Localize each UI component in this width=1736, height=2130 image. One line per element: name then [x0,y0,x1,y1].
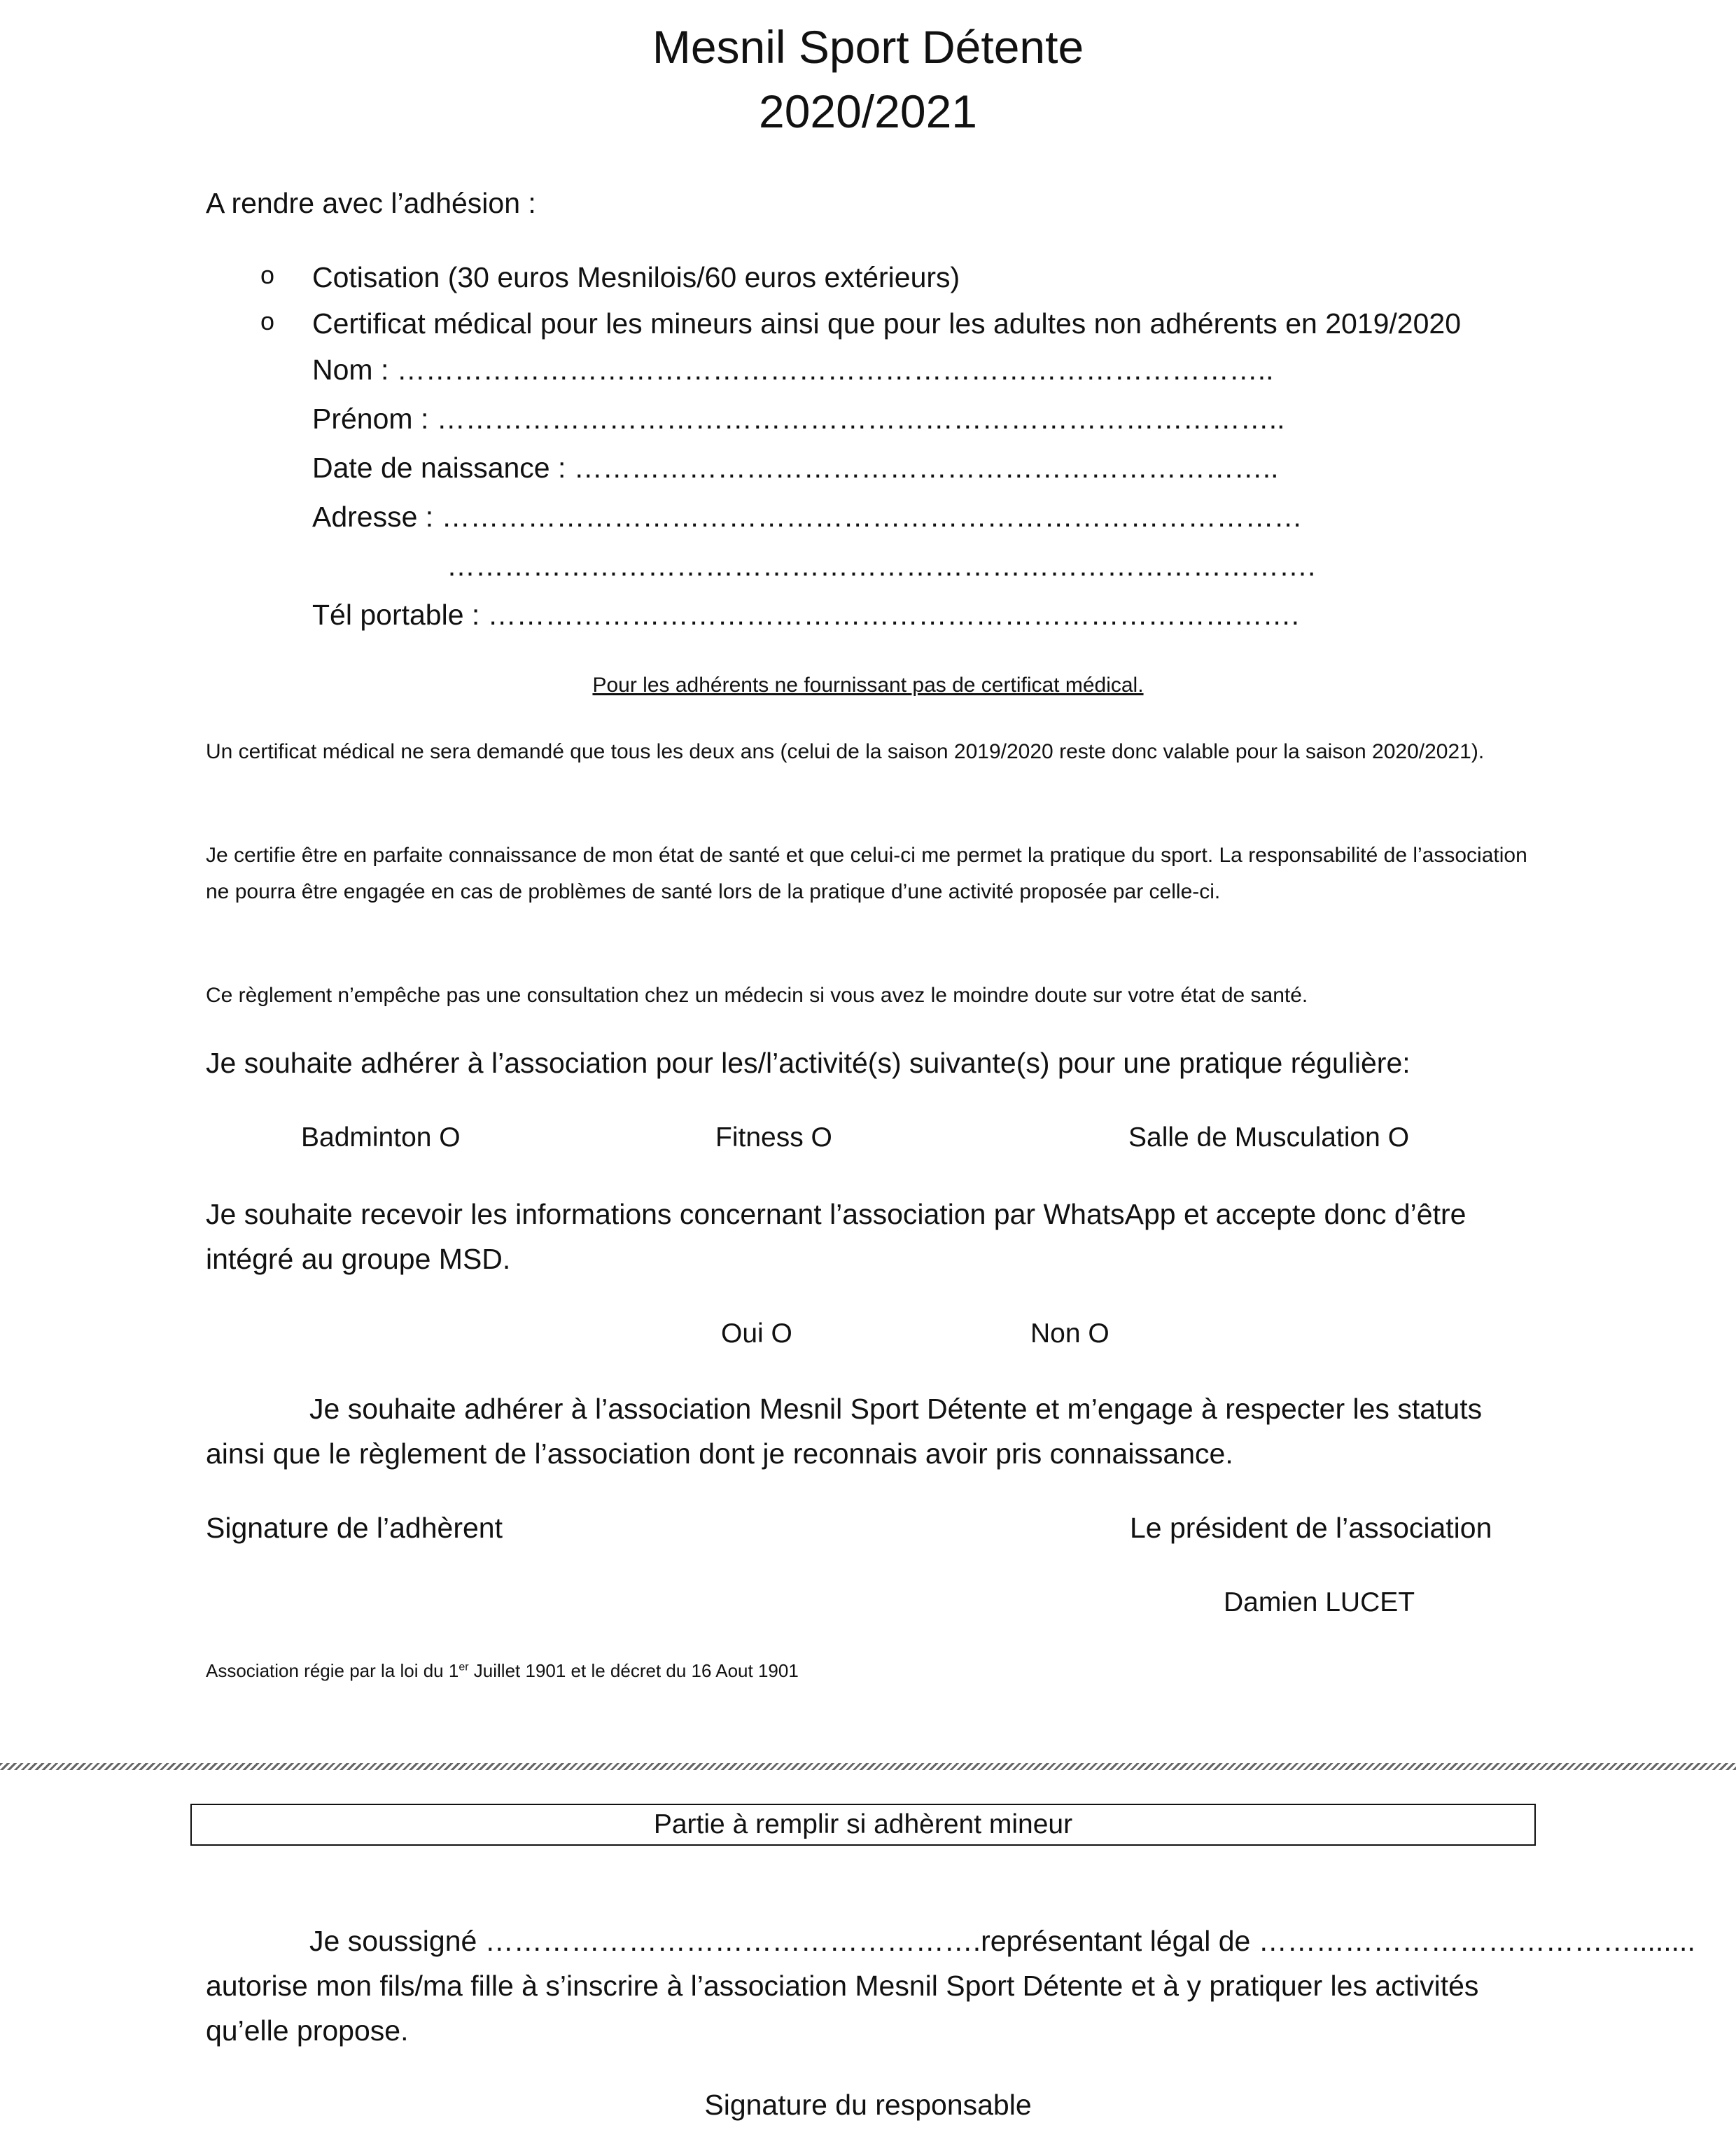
field-nom[interactable]: Nom : ……………………………………………………………………………….. [312,354,1274,386]
season: 2020/2021 [759,85,977,137]
minor-section-box: Partie à remplir si adhèrent mineur [190,1804,1536,1846]
minor-line2: autorise mon fils/ma fille à s’inscrire à l’association Mesnil Sport Détente et à y pratiquer les activités [206,1970,1479,2002]
bullet-icon: o [260,307,275,335]
activities-prompt: Je souhaite adhérer à l’association pour les/l’activité(s) suivante(s) pour une pratique régulière: [206,1047,1410,1079]
whatsapp-text: Je souhaite recevoir les informations concernant l’association par WhatsApp et accepte donc d’être intégré au groupe MSD. [206,1198,1466,1275]
president-title: Le président de l’association [1130,1512,1492,1544]
field-date-naissance[interactable]: Date de naissance : ……………………………………………………………….. [312,452,1279,484]
member-signature-label: Signature de l’adhèrent [206,1512,503,1544]
page-title: Mesnil Sport Détente [652,21,1084,73]
field-adresse[interactable]: Adresse : ……………………………………………………………………………… [312,501,1303,533]
option-badminton[interactable]: Badminton O [301,1122,461,1153]
cut-line [0,1763,1736,1770]
bullet-icon: o [260,260,275,289]
option-fitness[interactable]: Fitness O [715,1122,832,1153]
minor-line3: qu’elle propose. [206,2014,409,2047]
president-name: Damien LUCET [1224,1587,1415,1617]
option-non[interactable]: Non O [1030,1318,1110,1349]
option-oui[interactable]: Oui O [721,1318,792,1349]
field-adresse-line2[interactable]: ………………………………………………………………………………. [447,550,1316,582]
intro-text: A rendre avec l’adhésion : [206,187,536,219]
field-prenom[interactable]: Prénom : …………………………………………………………………………….. [312,403,1285,435]
guardian-signature-label: Signature du responsable [704,2089,1032,2121]
certificate-heading: Pour les adhérents ne fournissant pas de certificat médical. [592,674,1144,697]
checklist-item: Cotisation (30 euros Mesnilois/60 euros extérieurs) [312,261,960,293]
rule-paragraph: Ce règlement n’empêche pas une consultation chez un médecin si vous avez le moindre doute sur votre état de santé. [206,984,1308,1007]
engagement-text: Je souhaite adhérer à l’association Mesnil Sport Détente et m’engage à respecter les statuts ainsi que le règlement de l’association dont je reconnais avoir pris connaissance. [206,1393,1483,1470]
checklist-item: Certificat médical pour les mineurs ainsi que pour les adultes non adhérents en 2019/2020 [312,307,1462,340]
option-musculation[interactable]: Salle de Musculation O [1128,1122,1410,1153]
minor-line1[interactable]: Je soussigné …………………………………………….représentant légal de …………………………………........ [309,1925,1695,1957]
certificate-paragraph: Un certificat médical ne sera demandé que tous les deux ans (celui de la saison 2019/2020 reste donc valable pour la saison 2020/2021). [206,740,1485,763]
health-paragraph: Je certifie être en parfaite connaissance de mon état de santé et que celui-ci me permet la pratique du sport. La responsabilité de l’association ne pourra être engagée en cas de problèmes de santé lors de la pratique d’une activité proposée par celle-ci. [206,844,1527,903]
legal-note: Association régie par la loi du 1er Juillet 1901 et le décret du 16 Aout 1901 [206,1660,799,1681]
field-tel-portable[interactable]: Tél portable : …………………………………………………………………………. [312,599,1300,631]
